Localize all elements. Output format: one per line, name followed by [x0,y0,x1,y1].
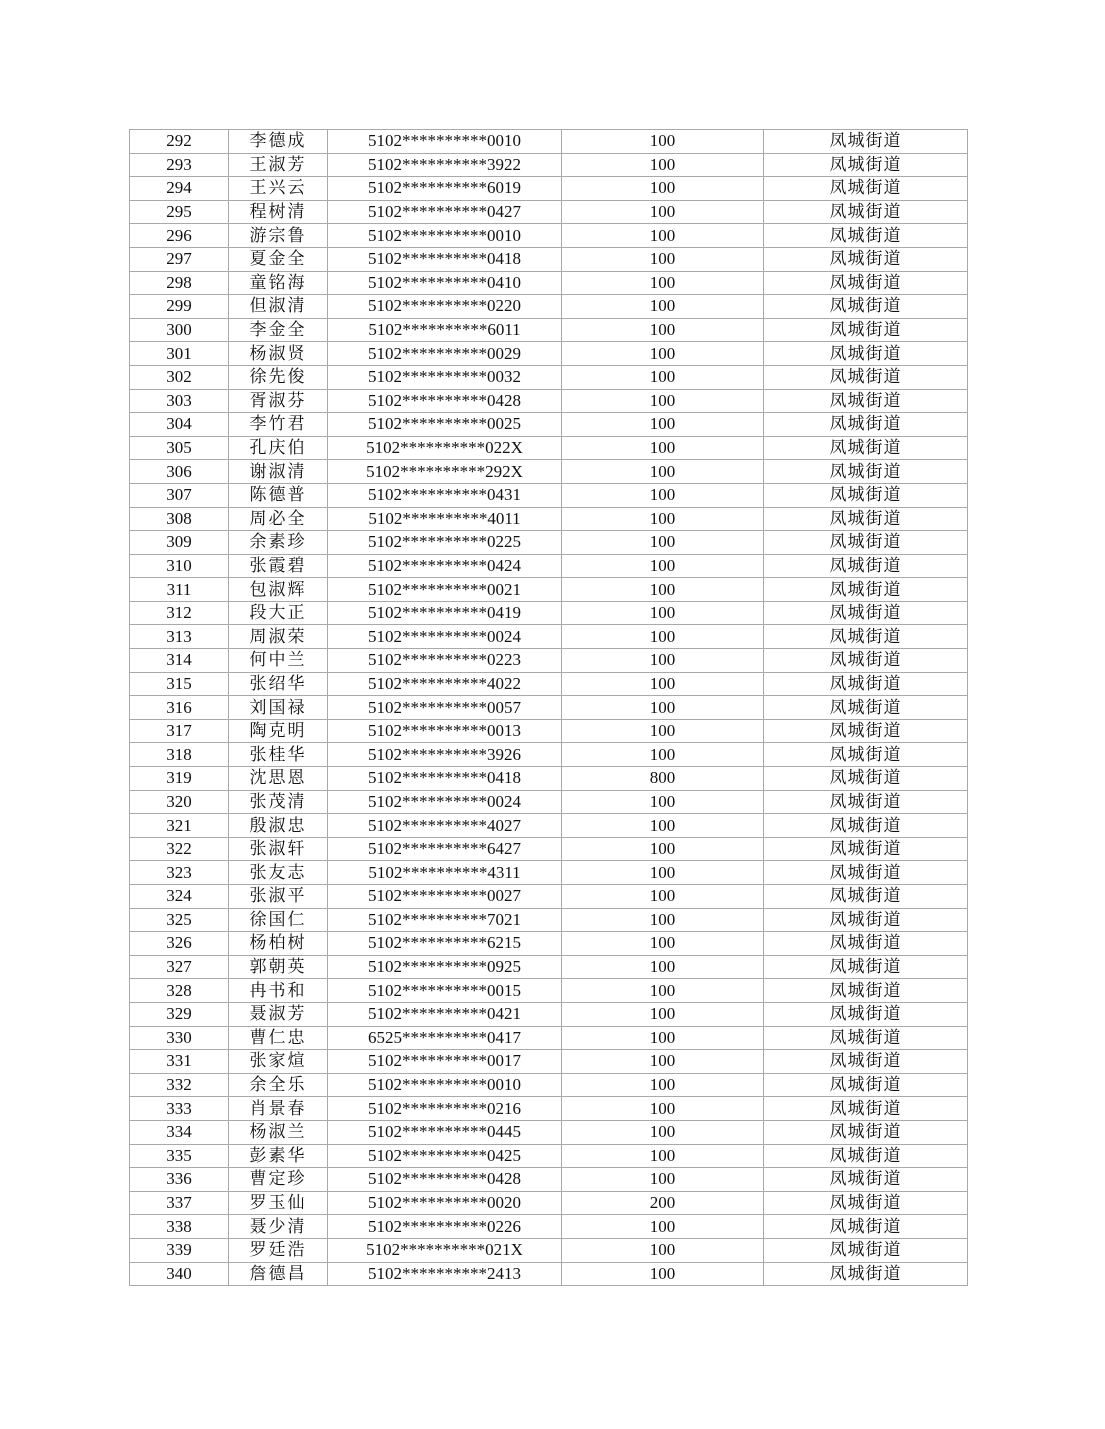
area-cell: 凤城街道 [764,153,968,177]
row-number-cell: 335 [130,1144,229,1168]
table-row [130,908,968,932]
id-number-cell: 5102**********4011 [328,507,562,531]
table-row [130,318,968,342]
name-cell: 沈思恩 [229,767,328,791]
id-number-cell: 5102**********2413 [328,1262,562,1286]
table-row [130,1238,968,1262]
id-number-cell: 5102**********4027 [328,814,562,838]
id-number-cell: 5102**********0418 [328,247,562,271]
table-row [130,1002,968,1026]
table-row [130,247,968,271]
row-number-cell: 292 [130,130,229,154]
amount-cell: 100 [562,814,764,838]
id-number-cell: 5102**********0424 [328,554,562,578]
area-cell: 凤城街道 [764,507,968,531]
name-cell: 但淑清 [229,295,328,319]
area-cell: 凤城街道 [764,861,968,885]
table-row [130,224,968,248]
table-row [130,200,968,224]
id-number-cell: 5102**********0418 [328,767,562,791]
area-cell: 凤城街道 [764,601,968,625]
id-number-cell: 5102**********0010 [328,224,562,248]
amount-cell: 100 [562,649,764,673]
area-cell: 凤城街道 [764,1238,968,1262]
row-number-cell: 328 [130,979,229,1003]
table-row [130,1050,968,1074]
row-number-cell: 316 [130,696,229,720]
name-cell: 程树清 [229,200,328,224]
area-cell: 凤城街道 [764,767,968,791]
amount-cell: 100 [562,885,764,909]
table-row [130,389,968,413]
name-cell: 徐国仁 [229,908,328,932]
row-number-cell: 332 [130,1073,229,1097]
area-cell: 凤城街道 [764,1026,968,1050]
id-number-cell: 6525**********0417 [328,1026,562,1050]
name-cell: 王淑芳 [229,153,328,177]
id-number-cell: 5102**********0010 [328,1073,562,1097]
table-row [130,955,968,979]
amount-cell: 100 [562,932,764,956]
table-row [130,531,968,555]
area-cell: 凤城街道 [764,531,968,555]
area-cell: 凤城街道 [764,200,968,224]
id-number-cell: 5102**********0428 [328,389,562,413]
table-row [130,790,968,814]
id-number-cell: 5102**********0013 [328,719,562,743]
id-number-cell: 5102**********0020 [328,1191,562,1215]
amount-cell: 100 [562,1262,764,1286]
id-number-cell: 5102**********0017 [328,1050,562,1074]
amount-cell: 100 [562,389,764,413]
amount-cell: 100 [562,365,764,389]
area-cell: 凤城街道 [764,130,968,154]
area-cell: 凤城街道 [764,719,968,743]
row-number-cell: 320 [130,790,229,814]
row-number-cell: 314 [130,649,229,673]
id-number-cell: 5102**********0428 [328,1168,562,1192]
area-cell: 凤城街道 [764,342,968,366]
name-cell: 李德成 [229,130,328,154]
amount-cell: 100 [562,342,764,366]
name-cell: 陈德普 [229,483,328,507]
row-number-cell: 300 [130,318,229,342]
id-number-cell: 5102**********6427 [328,837,562,861]
area-cell: 凤城街道 [764,955,968,979]
area-cell: 凤城街道 [764,177,968,201]
name-cell: 游宗鲁 [229,224,328,248]
id-number-cell: 5102**********0057 [328,696,562,720]
area-cell: 凤城街道 [764,1191,968,1215]
amount-cell: 100 [562,1120,764,1144]
row-number-cell: 337 [130,1191,229,1215]
area-cell: 凤城街道 [764,413,968,437]
amount-cell: 100 [562,1215,764,1239]
id-number-cell: 5102**********0010 [328,130,562,154]
name-cell: 詹德昌 [229,1262,328,1286]
amount-cell: 100 [562,743,764,767]
name-cell: 殷淑忠 [229,814,328,838]
row-number-cell: 324 [130,885,229,909]
row-number-cell: 301 [130,342,229,366]
row-number-cell: 298 [130,271,229,295]
amount-cell: 100 [562,531,764,555]
area-cell: 凤城街道 [764,1097,968,1121]
amount-cell: 100 [562,719,764,743]
amount-cell: 100 [562,578,764,602]
area-cell: 凤城街道 [764,1073,968,1097]
id-number-cell: 5102**********6019 [328,177,562,201]
row-number-cell: 326 [130,932,229,956]
table-row [130,1097,968,1121]
area-cell: 凤城街道 [764,743,968,767]
row-number-cell: 319 [130,767,229,791]
table-row [130,1215,968,1239]
name-cell: 李竹君 [229,413,328,437]
row-number-cell: 315 [130,672,229,696]
table-row [130,271,968,295]
id-number-cell: 5102**********0419 [328,601,562,625]
name-cell: 张桂华 [229,743,328,767]
area-cell: 凤城街道 [764,365,968,389]
amount-cell: 100 [562,1073,764,1097]
table-row [130,460,968,484]
id-number-cell: 5102**********4311 [328,861,562,885]
id-number-cell: 5102**********0421 [328,1002,562,1026]
row-number-cell: 308 [130,507,229,531]
table-row [130,979,968,1003]
id-number-cell: 5102**********0015 [328,979,562,1003]
amount-cell: 100 [562,790,764,814]
id-number-cell: 5102**********0223 [328,649,562,673]
name-cell: 张友志 [229,861,328,885]
area-cell: 凤城街道 [764,483,968,507]
table-row [130,342,968,366]
table-row [130,153,968,177]
row-number-cell: 318 [130,743,229,767]
table-row [130,837,968,861]
area-cell: 凤城街道 [764,649,968,673]
amount-cell: 100 [562,1238,764,1262]
row-number-cell: 306 [130,460,229,484]
table-row [130,1073,968,1097]
area-cell: 凤城街道 [764,554,968,578]
area-cell: 凤城街道 [764,1144,968,1168]
name-cell: 聂少清 [229,1215,328,1239]
row-number-cell: 299 [130,295,229,319]
table-row [130,365,968,389]
id-number-cell: 5102**********0029 [328,342,562,366]
amount-cell: 100 [562,436,764,460]
name-cell: 聂淑芳 [229,1002,328,1026]
name-cell: 童铭海 [229,271,328,295]
amount-cell: 100 [562,271,764,295]
name-cell: 杨淑兰 [229,1120,328,1144]
name-cell: 张家煊 [229,1050,328,1074]
area-cell: 凤城街道 [764,224,968,248]
name-cell: 陶克明 [229,719,328,743]
row-number-cell: 322 [130,837,229,861]
row-number-cell: 321 [130,814,229,838]
name-cell: 余素珍 [229,531,328,555]
name-cell: 胥淑芬 [229,389,328,413]
amount-cell: 100 [562,908,764,932]
row-number-cell: 311 [130,578,229,602]
table-row [130,507,968,531]
area-cell: 凤城街道 [764,625,968,649]
area-cell: 凤城街道 [764,247,968,271]
amount-cell: 100 [562,1168,764,1192]
amount-cell: 100 [562,1002,764,1026]
id-number-cell: 5102**********0024 [328,625,562,649]
id-number-cell: 5102**********0025 [328,413,562,437]
area-cell: 凤城街道 [764,318,968,342]
amount-cell: 100 [562,955,764,979]
row-number-cell: 317 [130,719,229,743]
amount-cell: 100 [562,460,764,484]
area-cell: 凤城街道 [764,696,968,720]
id-number-cell: 5102**********0027 [328,885,562,909]
amount-cell: 100 [562,1097,764,1121]
area-cell: 凤城街道 [764,271,968,295]
table-row [130,483,968,507]
row-number-cell: 305 [130,436,229,460]
amount-cell: 100 [562,554,764,578]
id-number-cell: 5102**********0024 [328,790,562,814]
roster-table-body [130,130,968,1286]
row-number-cell: 333 [130,1097,229,1121]
table-row [130,413,968,437]
area-cell: 凤城街道 [764,460,968,484]
row-number-cell: 307 [130,483,229,507]
amount-cell: 100 [562,861,764,885]
row-number-cell: 303 [130,389,229,413]
area-cell: 凤城街道 [764,295,968,319]
name-cell: 张绍华 [229,672,328,696]
row-number-cell: 338 [130,1215,229,1239]
row-number-cell: 330 [130,1026,229,1050]
name-cell: 徐先俊 [229,365,328,389]
amount-cell: 100 [562,601,764,625]
id-number-cell: 5102**********0431 [328,483,562,507]
id-number-cell: 5102**********6215 [328,932,562,956]
name-cell: 王兴云 [229,177,328,201]
table-row [130,130,968,154]
name-cell: 刘国禄 [229,696,328,720]
name-cell: 罗廷浩 [229,1238,328,1262]
name-cell: 彭素华 [229,1144,328,1168]
id-number-cell: 5102**********0032 [328,365,562,389]
table-row [130,177,968,201]
id-number-cell: 5102**********0021 [328,578,562,602]
table-row [130,1262,968,1286]
table-row [130,554,968,578]
amount-cell: 200 [562,1191,764,1215]
name-cell: 段大正 [229,601,328,625]
row-number-cell: 295 [130,200,229,224]
area-cell: 凤城街道 [764,436,968,460]
amount-cell: 100 [562,224,764,248]
amount-cell: 100 [562,672,764,696]
row-number-cell: 323 [130,861,229,885]
amount-cell: 100 [562,177,764,201]
area-cell: 凤城街道 [764,1215,968,1239]
name-cell: 郭朝英 [229,955,328,979]
name-cell: 何中兰 [229,649,328,673]
row-number-cell: 293 [130,153,229,177]
name-cell: 肖景春 [229,1097,328,1121]
row-number-cell: 296 [130,224,229,248]
row-number-cell: 334 [130,1120,229,1144]
amount-cell: 100 [562,483,764,507]
amount-cell: 100 [562,1050,764,1074]
row-number-cell: 340 [130,1262,229,1286]
area-cell: 凤城街道 [764,672,968,696]
id-number-cell: 5102**********021X [328,1238,562,1262]
area-cell: 凤城街道 [764,1120,968,1144]
table-row [130,767,968,791]
row-number-cell: 329 [130,1002,229,1026]
id-number-cell: 5102**********0226 [328,1215,562,1239]
roster-table [129,129,968,1286]
area-cell: 凤城街道 [764,885,968,909]
table-row [130,885,968,909]
id-number-cell: 5102**********0220 [328,295,562,319]
amount-cell: 100 [562,413,764,437]
table-row [130,601,968,625]
row-number-cell: 309 [130,531,229,555]
amount-cell: 100 [562,507,764,531]
id-number-cell: 5102**********0425 [328,1144,562,1168]
table-row [130,295,968,319]
id-number-cell: 5102**********0925 [328,955,562,979]
id-number-cell: 5102**********292X [328,460,562,484]
table-row [130,578,968,602]
row-number-cell: 339 [130,1238,229,1262]
row-number-cell: 297 [130,247,229,271]
area-cell: 凤城街道 [764,790,968,814]
table-row [130,625,968,649]
table-row [130,1144,968,1168]
name-cell: 孔庆伯 [229,436,328,460]
area-cell: 凤城街道 [764,837,968,861]
id-number-cell: 5102**********0225 [328,531,562,555]
amount-cell: 100 [562,1144,764,1168]
area-cell: 凤城街道 [764,1002,968,1026]
table-row [130,1026,968,1050]
amount-cell: 100 [562,295,764,319]
name-cell: 谢淑清 [229,460,328,484]
amount-cell: 100 [562,837,764,861]
table-row [130,719,968,743]
name-cell: 周必全 [229,507,328,531]
table-row [130,932,968,956]
table-row [130,672,968,696]
row-number-cell: 304 [130,413,229,437]
amount-cell: 100 [562,200,764,224]
name-cell: 张淑平 [229,885,328,909]
row-number-cell: 313 [130,625,229,649]
row-number-cell: 325 [130,908,229,932]
table-row [130,436,968,460]
table-row [130,743,968,767]
name-cell: 冉书和 [229,979,328,1003]
table-row [130,814,968,838]
row-number-cell: 331 [130,1050,229,1074]
id-number-cell: 5102**********022X [328,436,562,460]
amount-cell: 100 [562,696,764,720]
name-cell: 余全乐 [229,1073,328,1097]
amount-cell: 100 [562,247,764,271]
table-row [130,1120,968,1144]
area-cell: 凤城街道 [764,1168,968,1192]
id-number-cell: 5102**********0216 [328,1097,562,1121]
name-cell: 张霞碧 [229,554,328,578]
row-number-cell: 294 [130,177,229,201]
table-row [130,1191,968,1215]
row-number-cell: 327 [130,955,229,979]
area-cell: 凤城街道 [764,979,968,1003]
id-number-cell: 5102**********7021 [328,908,562,932]
row-number-cell: 310 [130,554,229,578]
table-row [130,696,968,720]
amount-cell: 800 [562,767,764,791]
amount-cell: 100 [562,153,764,177]
id-number-cell: 5102**********0427 [328,200,562,224]
amount-cell: 100 [562,318,764,342]
name-cell: 包淑辉 [229,578,328,602]
amount-cell: 100 [562,1026,764,1050]
table-row [130,861,968,885]
table-row [130,649,968,673]
id-number-cell: 5102**********0410 [328,271,562,295]
name-cell: 曹仁忠 [229,1026,328,1050]
area-cell: 凤城街道 [764,389,968,413]
name-cell: 罗玉仙 [229,1191,328,1215]
name-cell: 杨柏树 [229,932,328,956]
id-number-cell: 5102**********0445 [328,1120,562,1144]
area-cell: 凤城街道 [764,908,968,932]
area-cell: 凤城街道 [764,1050,968,1074]
id-number-cell: 5102**********3926 [328,743,562,767]
name-cell: 曹定珍 [229,1168,328,1192]
amount-cell: 100 [562,130,764,154]
table-row [130,1168,968,1192]
row-number-cell: 336 [130,1168,229,1192]
id-number-cell: 5102**********3922 [328,153,562,177]
area-cell: 凤城街道 [764,578,968,602]
row-number-cell: 302 [130,365,229,389]
amount-cell: 100 [562,979,764,1003]
area-cell: 凤城街道 [764,932,968,956]
name-cell: 夏金全 [229,247,328,271]
amount-cell: 100 [562,625,764,649]
name-cell: 张淑轩 [229,837,328,861]
name-cell: 李金全 [229,318,328,342]
row-number-cell: 312 [130,601,229,625]
area-cell: 凤城街道 [764,814,968,838]
id-number-cell: 5102**********6011 [328,318,562,342]
id-number-cell: 5102**********4022 [328,672,562,696]
name-cell: 张茂清 [229,790,328,814]
name-cell: 周淑荣 [229,625,328,649]
area-cell: 凤城街道 [764,1262,968,1286]
name-cell: 杨淑贤 [229,342,328,366]
